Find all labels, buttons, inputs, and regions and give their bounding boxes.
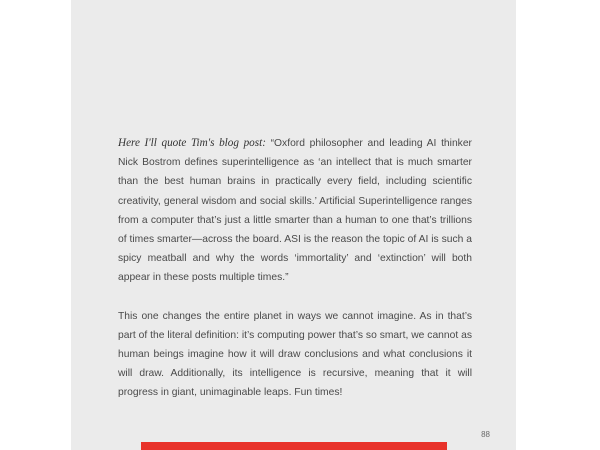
accent-bar	[141, 442, 447, 450]
quote-intro: Here I'll quote Tim's blog post:	[118, 137, 266, 149]
article-body	[118, 134, 472, 403]
page-panel	[71, 0, 516, 450]
commentary-paragraph: This one changes the entire planet in ways we cannot imagine. As in that’s part of the literal definition: it’s computing power that’s so smart, we cannot as human beings imagine how it will draw conclusions and what conclusions it will draw. Additionally, its intelligence is recursive, meaning that it will progress in giant, unimaginable leaps. Fun times!	[118, 310, 472, 399]
quote-text: “Oxford philosopher and leading AI thinker Nick Bostrom defines superintelligence as ‘an intellect that is much smarter than the best human brains in practically every field, including scientific creativity, general wisdom and social skills.’ Artificial Superintelligence ranges from a computer that’s just a little smarter than a human to one that’s trillions of times smarter—across the board. ASI is the reason the topic of AI is such a spicy meatball and why the words ‘immortality’ and ‘extinction’ will both appear in these posts multiple times.”	[118, 138, 472, 284]
quote-paragraph	[118, 134, 472, 288]
page-number: 88	[481, 430, 490, 439]
